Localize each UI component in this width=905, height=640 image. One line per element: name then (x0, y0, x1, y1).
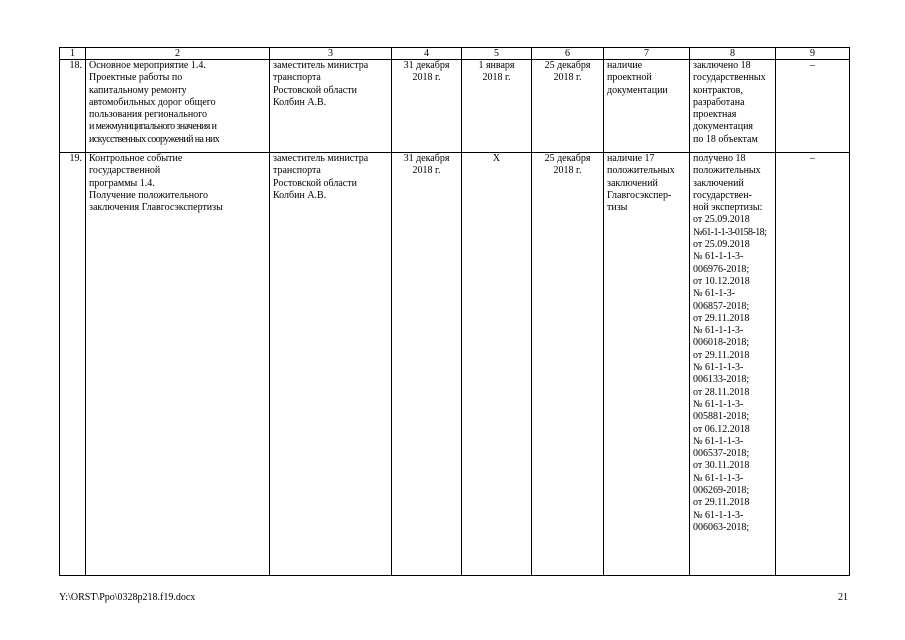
fact-start-date: Х (462, 153, 532, 576)
fact-end-date: 25 декабря 2018 г. (532, 153, 604, 576)
activity-name: Основное мероприятие 1.4. Проектные работы по капитальному ремонту автомобильных дорог общего пользования регионального и межмуниципального значения и искусственных сооружений на них (86, 60, 270, 153)
header-cell: 4 (392, 48, 462, 60)
planned-result: наличие 17 положительных заключений Главгосэкспер- тизы (604, 153, 690, 576)
report-table (59, 47, 850, 576)
page-number: 21 (838, 592, 848, 603)
row-number: 19. (60, 153, 86, 576)
reasons-cell: – (776, 60, 850, 153)
actual-result: заключено 18 государственных контрактов, разработана проектная документация по 18 объектам (690, 60, 776, 153)
table-row (60, 153, 850, 576)
plan-end-date: 31 декабря 2018 г. (392, 153, 462, 576)
column-number-row (60, 48, 850, 60)
header-cell: 9 (776, 48, 850, 60)
actual-result: получено 18 положительных заключений государствен- ной экспертизы: от 25.09.2018 №61-1-1-3-0158-18; от 25.09.2018 № 61-1-1-3- 006976-2018; от 10.12.2018 № 61-1-3- 006857-2018; от 29.11.2018 № 61-1-1-3- 006018-2018; от 29.11.2018 № 61-1-1-3- 006133-2018; от 28.11.2018 № 61-1-1-3- 005881-2018; от 06.12.2018 № 61-1-1-3- 006537-2018; от 30.11.2018 № 61-1-1-3- 006269-2018; от 29.11.2018 № 61-1-1-3- 006063-2018; (690, 153, 776, 576)
plan-end-date: 31 декабря 2018 г. (392, 60, 462, 153)
header-cell: 8 (690, 48, 776, 60)
header-cell: 2 (86, 48, 270, 60)
header-cell: 1 (60, 48, 86, 60)
reasons-cell: – (776, 153, 850, 576)
table-row (60, 60, 850, 153)
responsible-person: заместитель министра транспорта Ростовской области Колбин А.В. (270, 60, 392, 153)
row-number: 18. (60, 60, 86, 153)
responsible-person: заместитель министра транспорта Ростовской области Колбин А.В. (270, 153, 392, 576)
fact-start-date: 1 января 2018 г. (462, 60, 532, 153)
header-cell: 7 (604, 48, 690, 60)
header-cell: 6 (532, 48, 604, 60)
fact-end-date: 25 декабря 2018 г. (532, 60, 604, 153)
planned-result: наличие проектной документации (604, 60, 690, 153)
header-cell: 3 (270, 48, 392, 60)
file-path: Y:\ORST\Ppo\0328p218.f19.docx (59, 592, 196, 603)
activity-name: Контрольное событие государственной программы 1.4. Получение положительного заключения Главгосэкспертизы (86, 153, 270, 576)
header-cell: 5 (462, 48, 532, 60)
